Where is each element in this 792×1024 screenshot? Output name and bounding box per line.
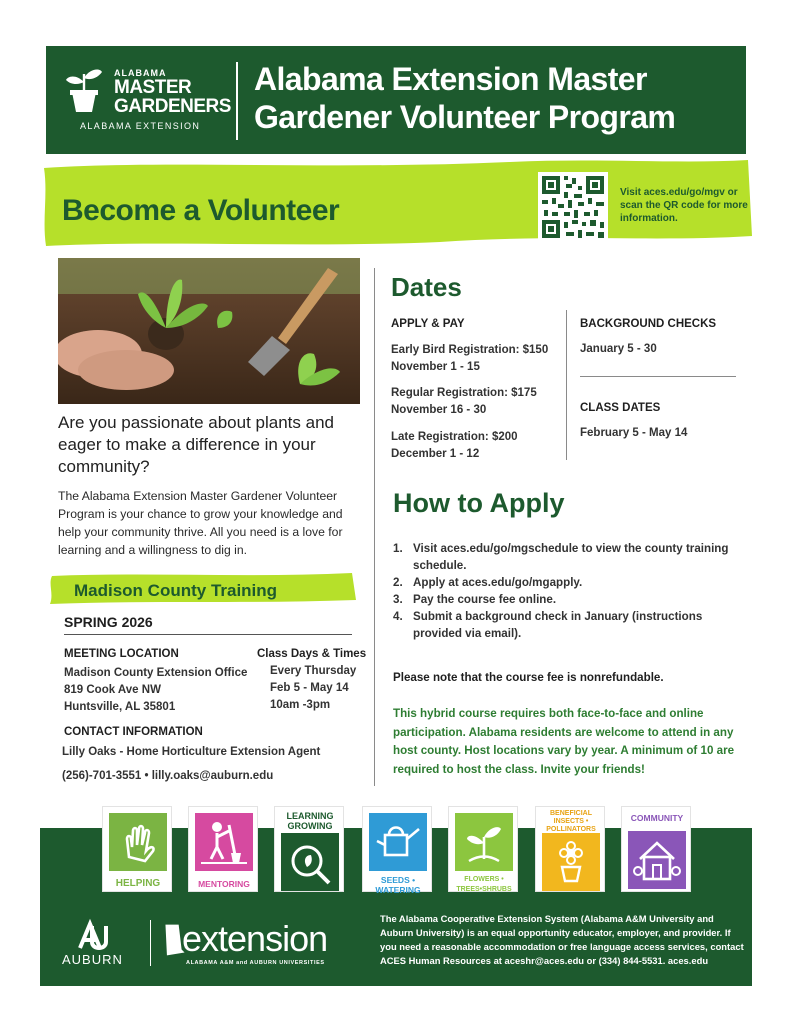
meeting-city: Huntsville, AL 35801 bbox=[64, 701, 176, 713]
tile-seeds-label: SEEDS • WATERING bbox=[375, 875, 421, 895]
intro-paragraph: The Alabama Extension Master Gardener Volunteer Program is your chance to grow your knowledge and help your community thrive. All you need is a love for learning and a willingness to dig in. bbox=[58, 489, 343, 557]
apply-step bbox=[393, 540, 743, 574]
tile-mentoring-label: MENTORING bbox=[198, 879, 250, 889]
dates-rule bbox=[580, 376, 736, 377]
column-divider bbox=[374, 268, 375, 786]
step-text[interactable]: Apply at aces.edu/go/mgapply. bbox=[413, 576, 583, 589]
contact-details[interactable]: (256)-701-3551 • lilly.oaks@auburn.edu bbox=[62, 770, 274, 782]
house-icon bbox=[628, 831, 686, 889]
gardening-hands-photo bbox=[58, 258, 360, 404]
auburn-au-icon bbox=[58, 918, 138, 952]
qr-code-icon[interactable] bbox=[538, 172, 608, 242]
contact-name: Lilly Oaks - Home Horticulture Extension Agent bbox=[62, 746, 321, 758]
tile-helping-square bbox=[109, 813, 167, 871]
apply-steps-list bbox=[393, 540, 743, 642]
class-dates-label: CLASS DATES bbox=[580, 402, 661, 414]
banner-title: Become a Volunteer bbox=[62, 194, 340, 227]
page-title: Alabama Extension Master Gardener Volunteer Program bbox=[254, 61, 676, 135]
shovel-icon bbox=[195, 813, 253, 871]
tile-seeds-square bbox=[369, 813, 427, 871]
tile-flowers-label: FLOWERS • TREES•SHRUBS bbox=[456, 876, 512, 893]
tile-flowers-square bbox=[455, 813, 513, 871]
apply-pay-label: APPLY & PAY bbox=[391, 318, 465, 330]
auburn-wordmark: AUBURN bbox=[62, 952, 123, 967]
tile-beneficial bbox=[535, 806, 605, 892]
tile-community-label: COMMUNITY bbox=[630, 813, 684, 823]
tile-learning-label: LEARNING GROWING bbox=[286, 811, 334, 831]
tile-flowers bbox=[448, 806, 518, 892]
dates-heading: Dates bbox=[391, 272, 462, 302]
tile-learning-square bbox=[281, 833, 339, 891]
seedling-icon bbox=[455, 813, 513, 871]
meeting-office: Madison County Extension Office bbox=[64, 667, 248, 679]
tile-seeds bbox=[362, 806, 432, 895]
extension-wordmark: extension bbox=[182, 918, 328, 959]
nonrefundable-note: Please note that the course fee is nonrefundable. bbox=[393, 671, 664, 684]
early-bird-registration: Early Bird Registration: $150 bbox=[391, 344, 549, 356]
flower-pot-icon bbox=[542, 833, 600, 891]
tile-learning bbox=[274, 806, 344, 892]
header-banner bbox=[46, 46, 746, 154]
apply-step bbox=[393, 591, 743, 608]
tile-helping-label: HELPING bbox=[115, 878, 161, 889]
background-checks-dates: January 5 - 30 bbox=[580, 343, 657, 355]
regular-registration: Regular Registration: $175 bbox=[391, 387, 537, 399]
master-gardeners-logo bbox=[64, 64, 234, 134]
logo-extension-text: ALABAMA EXTENSION bbox=[80, 121, 201, 131]
tile-mentoring-square bbox=[195, 813, 253, 871]
tile-community bbox=[621, 806, 691, 892]
logo-state-text: ALABAMA bbox=[114, 68, 167, 78]
tile-helping bbox=[102, 806, 172, 892]
class-dates-range: February 5 - May 14 bbox=[580, 427, 688, 439]
legal-notice: The Alabama Cooperative Extension System (Alabama A&M University and Auburn University) is an equal opportunity educator, employer, and provider. If you need a reasonable accommodation or free language access services, contact ACES Human Resources at aceshr@aces.edu or (334) 844-5531. aces.edu bbox=[380, 913, 744, 966]
hybrid-course-text: This hybrid course requires both face-to-face and online participation. Alabama residents are welcome to attend in any host county. Host locations vary by year. A minimum of 10 are required to host the class. Invite your friends! bbox=[393, 707, 735, 776]
glove-icon bbox=[109, 813, 167, 871]
step-text: Submit a background check in January (instructions provided via email). bbox=[413, 610, 703, 640]
auburn-logo bbox=[58, 918, 138, 968]
regular-dates: November 16 - 30 bbox=[391, 404, 487, 416]
tile-mentoring bbox=[188, 806, 258, 892]
header-divider bbox=[236, 62, 238, 140]
how-to-apply-heading: How to Apply bbox=[393, 488, 565, 518]
sprout-pot-icon bbox=[64, 66, 104, 114]
late-registration: Late Registration: $200 bbox=[391, 431, 518, 443]
step-text: Pay the course fee online. bbox=[413, 593, 557, 606]
step-number: 2. bbox=[393, 576, 403, 589]
background-checks-label: BACKGROUND CHECKS bbox=[580, 318, 717, 330]
meeting-street: 819 Cook Ave NW bbox=[64, 684, 161, 696]
class-times-label: Class Days & Times bbox=[257, 648, 367, 660]
step-number: 1. bbox=[393, 542, 403, 555]
season-underline bbox=[64, 634, 352, 635]
early-bird-dates: November 1 - 15 bbox=[391, 361, 480, 373]
extension-tagline: ALABAMA A&M and AUBURN UNIVERSITIES bbox=[186, 960, 325, 966]
logo-master-text: MASTER bbox=[114, 77, 192, 98]
watering-can-icon bbox=[369, 813, 427, 871]
step-number: 4. bbox=[393, 610, 403, 623]
season-heading: SPRING 2026 bbox=[64, 614, 153, 630]
contact-label: CONTACT INFORMATION bbox=[64, 726, 203, 738]
training-banner bbox=[46, 570, 358, 606]
training-title: Madison County Training bbox=[74, 581, 278, 600]
dates-divider bbox=[566, 310, 567, 460]
class-range: Feb 5 - May 14 bbox=[270, 682, 349, 694]
magnifier-icon bbox=[281, 833, 339, 891]
late-dates: December 1 - 12 bbox=[391, 448, 480, 460]
extension-logo bbox=[164, 918, 354, 970]
intro-question: Are you passionate about plants and eager to make a difference in your community? bbox=[58, 413, 334, 476]
footer-divider bbox=[150, 920, 151, 966]
apply-step bbox=[393, 608, 743, 642]
qr-info-text: Visit aces.edu/go/mgv or scan the QR code for more information. bbox=[620, 187, 748, 224]
meeting-location-label: MEETING LOCATION bbox=[64, 648, 179, 660]
tile-beneficial-square bbox=[542, 833, 600, 891]
volunteer-banner bbox=[40, 150, 752, 250]
apply-step bbox=[393, 574, 743, 591]
tile-beneficial-label: BENEFICIAL INSECTS • POLLINATORS bbox=[546, 810, 596, 833]
class-day: Every Thursday bbox=[270, 665, 357, 677]
step-number: 3. bbox=[393, 593, 403, 606]
class-hours: 10am -3pm bbox=[270, 699, 331, 711]
logo-gardeners-text: GARDENERS bbox=[114, 96, 231, 117]
step-text[interactable]: Visit aces.edu/go/mgschedule to view the county training schedule. bbox=[413, 542, 729, 572]
tile-community-square bbox=[628, 831, 686, 889]
